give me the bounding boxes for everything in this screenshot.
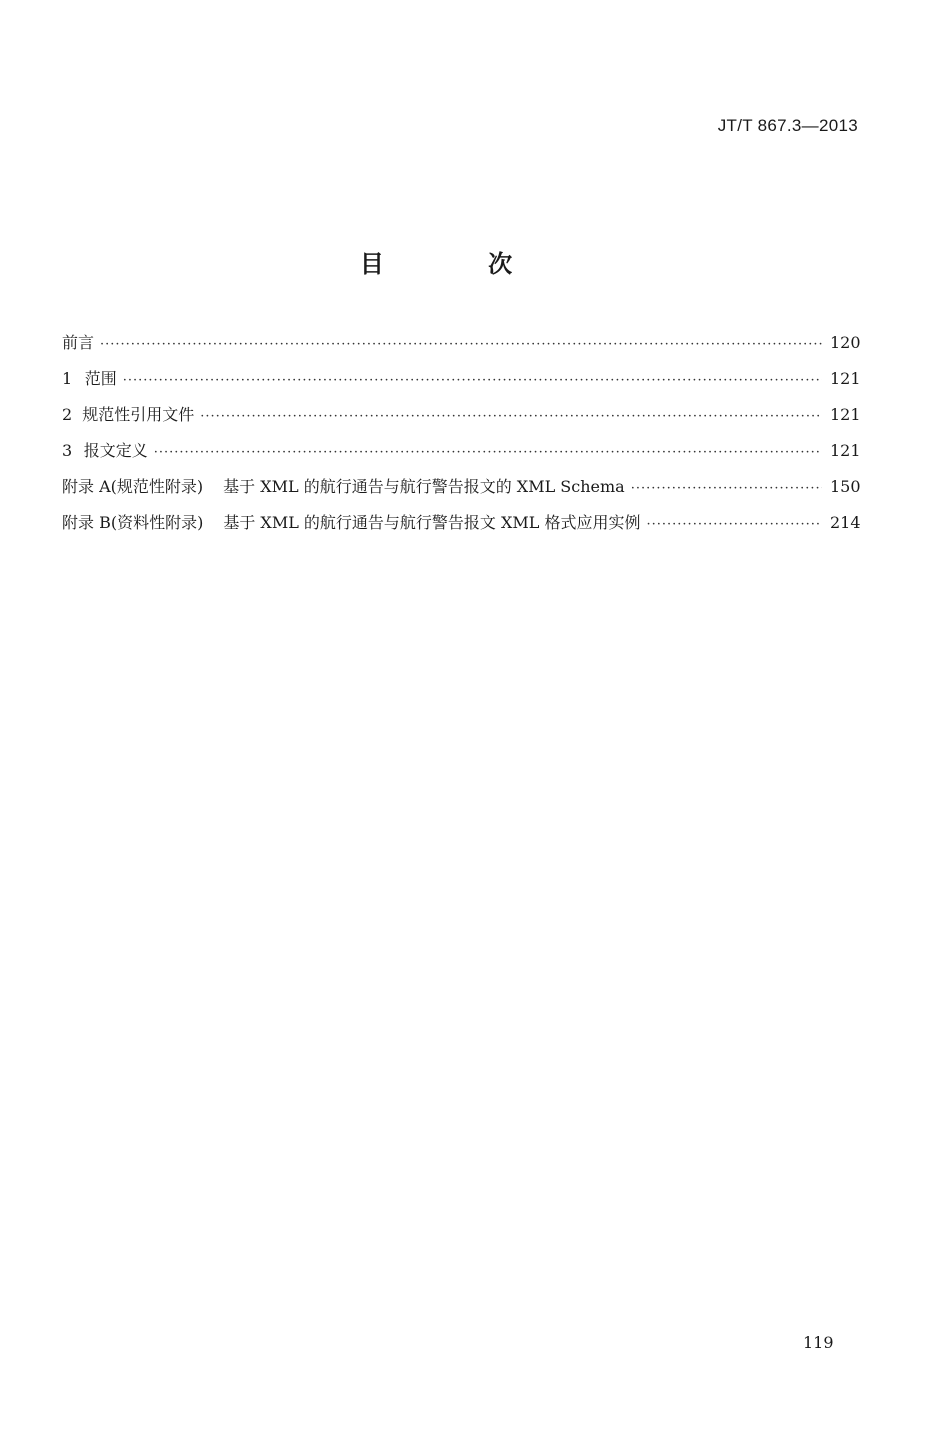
dot-leader [647, 517, 823, 532]
toc-entry-label: 前言 [62, 333, 95, 352]
toc-entry-page: 121 [830, 369, 861, 388]
toc-entry-label: 报文定义 [83, 441, 148, 460]
toc-entry-annex-b[interactable] [62, 510, 861, 546]
toc-entry-page: 214 [830, 513, 861, 532]
page-number: 119 [803, 1333, 834, 1352]
toc-entry-label: 基于 XML 的航行通告与航行警告报文 XML 格式应用实例 [223, 513, 641, 532]
toc-title: 目 次 [359, 250, 561, 278]
toc-entry-number: 3 [62, 441, 73, 460]
toc-entry-scope[interactable] [62, 366, 861, 402]
toc-entry-prefix: 附录 A(规范性附录) [62, 477, 204, 496]
toc-entry-foreword[interactable] [62, 330, 861, 366]
dot-leader [631, 481, 822, 496]
toc-entry-page: 121 [830, 405, 861, 424]
toc-entry-prefix: 附录 B(资料性附录) [62, 513, 204, 532]
toc-entry-number: 2 [62, 405, 73, 424]
toc-entry-label: 基于 XML 的航行通告与航行警告报文的 XML Schema [223, 477, 625, 496]
toc-entry-label: 范围 [84, 369, 117, 388]
dot-leader [100, 337, 822, 352]
toc-entry-number: 1 [62, 369, 73, 388]
toc-entry-annex-a[interactable] [62, 474, 861, 510]
toc-entry-normative-references[interactable] [62, 402, 861, 438]
toc-entry-page: 120 [830, 333, 861, 352]
dot-leader [123, 373, 822, 388]
toc-entry-message-definition[interactable] [62, 438, 861, 474]
toc-entry-page: 150 [830, 477, 861, 496]
dot-leader [200, 409, 822, 424]
toc-entry-label: 规范性引用文件 [82, 405, 195, 424]
dot-leader [154, 445, 822, 460]
table-of-contents [62, 330, 861, 546]
toc-entry-page: 121 [830, 441, 861, 460]
standard-code: JT/T 867.3—2013 [717, 116, 858, 135]
